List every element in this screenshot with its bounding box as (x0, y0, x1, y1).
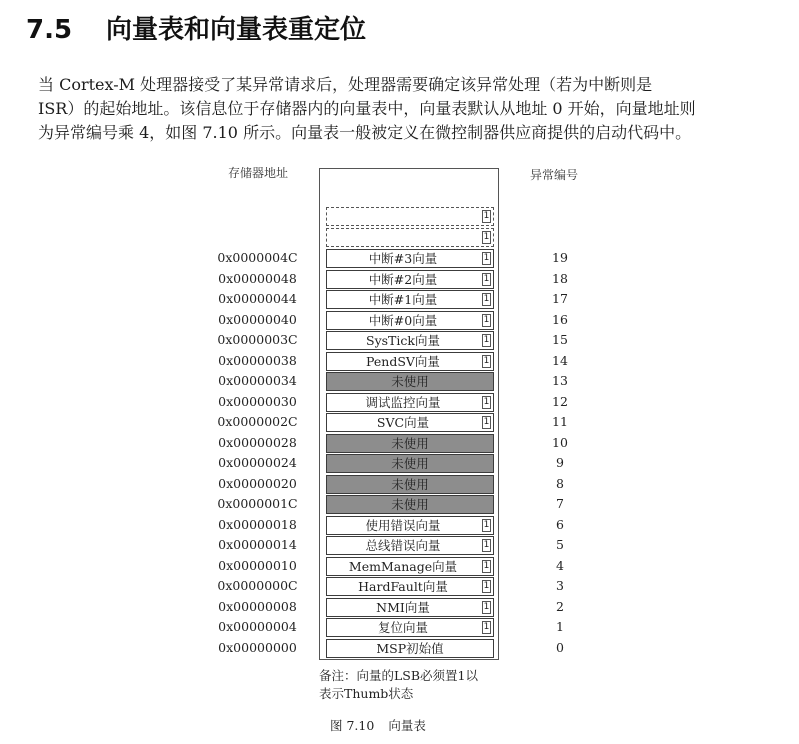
vector-label: SysTick向量 (366, 333, 440, 348)
exception-number: 0 (556, 639, 564, 655)
exception-number: 9 (556, 455, 564, 470)
exception-number: 12 (552, 393, 568, 409)
lsb-bit-box: 1 (483, 396, 490, 407)
exception-number: 19 (552, 250, 568, 265)
vector-address: 0x0000003C (217, 332, 298, 347)
note-line-1: 备注：向量的LSB必须置1以 (319, 668, 479, 683)
vector-cell (326, 639, 494, 658)
vector-address: 0x00000018 (218, 516, 297, 532)
unused-vector-cell (326, 454, 494, 473)
exception-number: 8 (556, 475, 564, 491)
unused-vector-cell (326, 434, 494, 453)
section-number: 7.5 (26, 15, 73, 45)
lsb-bit-box: 1 (483, 273, 490, 284)
vector-address: 0x00000014 (218, 537, 297, 552)
vector-label: 未使用 (391, 374, 429, 389)
vector-label: 未使用 (391, 497, 429, 512)
vector-label: MemManage向量 (348, 558, 458, 574)
vector-address: 0x00000024 (218, 455, 297, 470)
section-heading (26, 12, 366, 48)
vector-address: 0x0000004C (217, 250, 298, 265)
vector-cell (326, 516, 494, 535)
vector-address: 0x00000038 (218, 352, 297, 368)
vector-cell (326, 290, 494, 309)
exception-number: 10 (552, 434, 568, 450)
vector-address: 0x0000001C (217, 496, 298, 511)
exception-number: 2 (556, 598, 564, 614)
vector-address: 0x00000010 (218, 557, 297, 573)
vector-label: 调试监控向量 (365, 394, 441, 410)
exception-number: 1 (556, 619, 564, 634)
blank-vector-slot (326, 207, 494, 226)
vector-address: 0x00000028 (218, 434, 297, 450)
exception-number: 4 (556, 557, 564, 573)
vector-address: 0x0000002C (217, 414, 298, 429)
vector-label: NMI向量 (376, 599, 430, 615)
unused-vector-cell (326, 495, 494, 514)
vector-label: 中断#3向量 (368, 251, 438, 266)
exception-number: 16 (552, 311, 568, 327)
vector-label: PendSV向量 (366, 353, 440, 369)
lsb-bit-box: 1 (483, 355, 490, 366)
vector-label: 使用错误向量 (365, 517, 441, 533)
vector-cell (326, 536, 494, 555)
lsb-bit-box: 1 (483, 601, 490, 612)
unused-vector-cell (326, 372, 494, 391)
vector-label: 复位向量 (377, 620, 428, 635)
vector-address: 0x00000000 (218, 639, 297, 655)
vector-label: 未使用 (391, 476, 429, 492)
paragraph-line-3: 为异常编号乘 4，如图 7.10 所示。向量表一般被定义在微控制器供应商提供的启动代码中。 (38, 123, 692, 142)
exception-number: 14 (552, 352, 568, 368)
paragraph-line-2: ISR）的起始地址。该信息位于存储器内的向量表中，向量表默认从地址 0 开始，向量地址则 (38, 99, 696, 118)
caption-label: 图 7.10 (330, 718, 375, 733)
lsb-bit-box: 1 (483, 335, 490, 345)
lsb-bit-box: 1 (483, 211, 490, 221)
vector-cell (326, 618, 494, 637)
vector-address: 0x00000034 (218, 373, 297, 388)
exception-number: 7 (556, 496, 564, 511)
vector-cell (326, 598, 494, 617)
lsb-bit-box: 1 (483, 314, 490, 325)
exception-number: 6 (556, 516, 564, 532)
vector-address: 0x0000000C (217, 578, 298, 593)
vector-cell (326, 270, 494, 289)
vector-address: 0x00000008 (218, 598, 297, 614)
vector-cell (326, 311, 494, 330)
vector-label: 中断#0向量 (368, 312, 438, 328)
vector-address: 0x00000004 (218, 619, 297, 634)
vector-label: 总线错误向量 (365, 538, 441, 553)
unused-vector-cell (326, 475, 494, 494)
vector-label: 未使用 (391, 456, 429, 471)
lsb-bit-box: 1 (483, 253, 490, 263)
vector-address: 0x00000040 (218, 311, 297, 327)
vector-cell (326, 331, 494, 350)
vector-label: 未使用 (391, 435, 429, 451)
lsb-bit-box: 1 (483, 519, 490, 530)
exception-number: 5 (556, 537, 564, 552)
vector-cell (326, 413, 494, 432)
lsb-bit-box: 1 (483, 294, 490, 304)
note-line-2: 表示Thumb状态 (319, 686, 414, 701)
vector-cell (326, 249, 494, 268)
vector-label: 中断#2向量 (368, 271, 438, 287)
figure-caption (330, 716, 426, 734)
lsb-bit-box: 1 (483, 417, 490, 427)
vector-label: SVC向量 (376, 415, 430, 430)
lsb-bit-box: 1 (483, 231, 490, 242)
vector-cell (326, 577, 494, 596)
vector-address: 0x00000030 (218, 393, 297, 409)
exception-number-header: 异常编号 (530, 168, 579, 182)
lsb-bit-box: 1 (483, 540, 490, 550)
vector-cell (326, 393, 494, 412)
vector-address: 0x00000044 (218, 291, 297, 306)
exception-number: 3 (556, 578, 564, 593)
vector-label: HardFault向量 (358, 579, 448, 594)
exception-number: 13 (552, 373, 568, 388)
vector-cell (326, 557, 494, 576)
vector-address: 0x00000048 (218, 270, 297, 286)
section-title: 向量表和向量表重定位 (106, 15, 367, 45)
vector-label: 中断#1向量 (368, 292, 438, 307)
lsb-bit-box: 1 (483, 560, 490, 571)
exception-number: 18 (552, 270, 568, 286)
blank-vector-slot (326, 228, 494, 247)
vector-cell (326, 352, 494, 371)
address-column-header: 存储器地址 (228, 166, 289, 180)
lsb-bit-box: 1 (483, 622, 490, 632)
exception-number: 15 (552, 332, 568, 347)
exception-number: 17 (552, 291, 568, 306)
vector-label: MSP初始值 (376, 640, 444, 656)
exception-number: 11 (552, 414, 568, 429)
lsb-bit-box: 1 (483, 581, 490, 591)
caption-title: 向量表 (388, 718, 426, 733)
paragraph-line-1: 当 Cortex-M 处理器接受了某异常请求后，处理器需要确定该异常处理（若为中断则是 (38, 75, 653, 94)
vector-address: 0x00000020 (218, 475, 297, 491)
